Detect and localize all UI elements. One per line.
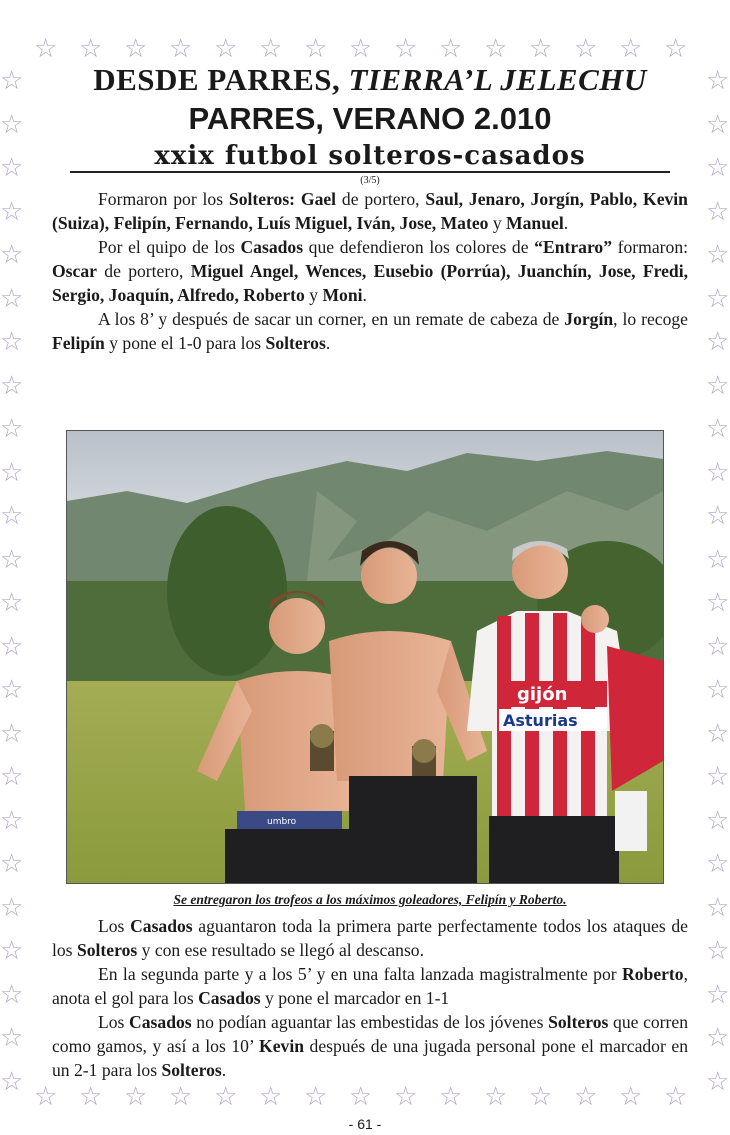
event-title: xxix futbol solteros-casados: [70, 142, 670, 173]
star-icon: ☆: [214, 34, 238, 64]
text-run: y: [304, 285, 323, 305]
star-icon: ☆: [0, 588, 24, 618]
star-icon: ☆: [0, 327, 24, 357]
paragraph: [52, 914, 688, 962]
star-icon: ☆: [706, 501, 730, 531]
star-icon: ☆: [0, 849, 24, 879]
bold-text: Solteros:: [228, 189, 296, 209]
jersey-sponsor: gijón: [517, 684, 568, 705]
star-icon: ☆: [706, 936, 730, 966]
page-subtitle: PARRES, VERANO 2.010: [188, 101, 552, 136]
text-run: de portero,: [96, 261, 191, 281]
star-icon: ☆: [79, 1082, 103, 1112]
star-icon: ☆: [706, 718, 730, 749]
star-icon: ☆: [0, 718, 24, 749]
bold-text: Casados: [129, 1012, 192, 1032]
star-border-bottom: [0, 1082, 730, 1112]
star-icon: ☆: [706, 631, 730, 662]
bold-text: Gael: [300, 189, 337, 209]
star-icon: ☆: [34, 1082, 58, 1112]
paragraph: [52, 307, 688, 355]
text-run: después de una jugada personal pone el marcador en un 2-1 para los: [52, 1036, 688, 1080]
star-icon: ☆: [169, 34, 193, 64]
star-icon: ☆: [706, 153, 730, 183]
star-icon: ☆: [706, 66, 730, 96]
paragraph: [52, 235, 688, 307]
shorts-brand: umbro: [267, 817, 297, 827]
star-icon: ☆: [0, 979, 24, 1010]
star-icon: ☆: [706, 240, 730, 270]
bold-text: Solteros: [161, 1060, 222, 1080]
photo-caption: Se entregaron los trofeos a los máximos goleadores, Felipín y Roberto.: [173, 892, 567, 907]
bold-text: Manuel: [506, 213, 564, 233]
bold-text: Solteros: [265, 333, 326, 353]
bold-text: Jorgín: [564, 309, 614, 329]
star-icon: ☆: [706, 196, 730, 227]
star-icon: ☆: [439, 1082, 463, 1112]
star-border-left: [0, 28, 24, 1097]
star-icon: ☆: [706, 283, 730, 314]
star-icon: ☆: [706, 457, 730, 488]
jersey-sponsor-2: Asturias: [503, 711, 578, 730]
star-icon: ☆: [0, 936, 24, 966]
text-run: , anota el gol para los: [52, 964, 688, 1008]
star-icon: ☆: [484, 1082, 508, 1112]
star-icon: ☆: [79, 34, 103, 64]
star-icon: ☆: [124, 34, 148, 64]
star-icon: ☆: [0, 675, 24, 705]
text-run: y pone el 1-0 para los: [104, 333, 266, 353]
star-icon: ☆: [169, 1082, 193, 1112]
star-icon: ☆: [706, 588, 730, 618]
text-run: En la segunda parte y a los 5’ y en una falta lanzada magistralmente por: [98, 964, 623, 984]
star-icon: ☆: [394, 34, 418, 64]
star-icon: ☆: [0, 762, 24, 792]
paragraph: [52, 962, 688, 1010]
star-icon: ☆: [0, 805, 24, 836]
star-icon: ☆: [664, 1082, 688, 1112]
text-run: Los: [98, 1012, 130, 1032]
paragraph: [52, 1010, 688, 1082]
bold-text: Solteros: [76, 940, 138, 960]
star-icon: ☆: [706, 1066, 730, 1097]
bold-text: Solteros: [548, 1012, 609, 1032]
star-icon: ☆: [574, 1082, 598, 1112]
star-icon: ☆: [439, 34, 463, 64]
star-icon: ☆: [706, 979, 730, 1010]
star-icon: ☆: [0, 66, 24, 96]
star-icon: ☆: [706, 109, 730, 140]
bold-text: Casados: [198, 988, 261, 1008]
star-icon: ☆: [0, 1066, 24, 1097]
star-icon: ☆: [706, 849, 730, 879]
text-run: que corren como gamos, y así a los 10’: [52, 1012, 688, 1056]
text-run: y: [488, 213, 507, 233]
star-icon: ☆: [619, 34, 643, 64]
star-icon: ☆: [124, 1082, 148, 1112]
star-icon: ☆: [706, 370, 730, 401]
star-border-right: [706, 28, 730, 1097]
text-run: de portero,: [336, 189, 426, 209]
star-icon: ☆: [259, 1082, 283, 1112]
star-icon: ☆: [664, 34, 688, 64]
star-icon: ☆: [0, 457, 24, 488]
text-run: A los 8’ y después de sacar un corner, en un remate de cabeza de: [98, 309, 565, 329]
star-icon: ☆: [529, 34, 553, 64]
text-run: Los: [98, 916, 131, 936]
text-run: Formaron por los: [98, 189, 229, 209]
star-icon: ☆: [619, 1082, 643, 1112]
bold-text: “Entraro”: [534, 237, 613, 257]
text-run: Por el quipo de los: [98, 237, 241, 257]
star-icon: ☆: [706, 327, 730, 357]
text-run: que defendieron los colores de: [303, 237, 535, 257]
page-title: DESDE PARRES, TIERRA’L JELECHU: [93, 62, 647, 97]
star-icon: ☆: [0, 240, 24, 270]
star-icon: ☆: [0, 153, 24, 183]
star-icon: ☆: [0, 283, 24, 314]
text-run: .: [362, 285, 367, 305]
star-icon: ☆: [304, 34, 328, 64]
bold-text: Kevin: [259, 1036, 304, 1056]
star-icon: ☆: [394, 1082, 418, 1112]
star-icon: ☆: [304, 1082, 328, 1112]
star-icon: ☆: [706, 762, 730, 792]
star-icon: ☆: [706, 805, 730, 836]
star-icon: ☆: [0, 414, 24, 444]
page-number: - 61 -: [348, 1116, 382, 1132]
star-icon: ☆: [0, 196, 24, 227]
star-icon: ☆: [0, 892, 24, 923]
text-run: .: [325, 333, 331, 353]
text-run: y pone el marcador en 1-1: [260, 988, 450, 1008]
bold-text: Moni: [322, 285, 363, 305]
star-icon: ☆: [484, 34, 508, 64]
star-icon: ☆: [349, 1082, 373, 1112]
star-icon: ☆: [706, 544, 730, 575]
star-icon: ☆: [529, 1082, 553, 1112]
paragraph: [52, 187, 688, 235]
part-indicator: (3/5): [360, 175, 380, 186]
bold-text: Oscar: [52, 261, 97, 281]
tree-left: [167, 506, 287, 676]
text-run: .: [221, 1060, 227, 1080]
text-run: , lo recoge: [613, 309, 688, 329]
bold-text: Miguel Angel, Wences, Eusebio (Porrúa), Juanchín, Jose, Fredi, Sergio, Joaquín, Alfredo, Roberto: [52, 261, 688, 305]
star-icon: ☆: [706, 414, 730, 444]
star-icon: ☆: [574, 34, 598, 64]
star-icon: ☆: [706, 892, 730, 923]
star-border-top: [0, 34, 730, 64]
bold-text: Felipín: [52, 333, 105, 353]
star-icon: ☆: [0, 109, 24, 140]
star-icon: ☆: [259, 34, 283, 64]
text-run: aguantaron toda la primera parte perfectamente todos los ataques de los: [52, 916, 688, 960]
star-icon: ☆: [349, 34, 373, 64]
star-icon: ☆: [214, 1082, 238, 1112]
star-icon: ☆: [706, 1023, 730, 1053]
star-icon: ☆: [0, 1023, 24, 1053]
star-icon: ☆: [0, 631, 24, 662]
article-header: [52, 62, 688, 355]
team-photo: [66, 430, 664, 884]
bold-text: Roberto: [622, 964, 684, 984]
text-run: formaron:: [612, 237, 689, 257]
bold-text: Casados: [130, 916, 193, 936]
star-icon: ☆: [0, 370, 24, 401]
star-icon: ☆: [706, 675, 730, 705]
text-run: .: [563, 213, 569, 233]
article-body-bottom: [52, 914, 688, 1082]
star-icon: ☆: [0, 544, 24, 575]
text-run: y con ese resultado se llegó al descanso.: [137, 940, 425, 960]
bold-text: Saul, Jenaro, Jorgín, Pablo, Kevin (Suiza), Felipín, Fernando, Luís Miguel, Iván, Jose, Mateo: [52, 189, 688, 233]
star-icon: ☆: [34, 34, 58, 64]
bold-text: Casados: [240, 237, 304, 257]
text-run: no podían aguantar las embestidas de los jóvenes: [191, 1012, 549, 1032]
trophy-left: [310, 724, 334, 771]
article-body-top: [52, 187, 688, 355]
star-icon: ☆: [0, 501, 24, 531]
